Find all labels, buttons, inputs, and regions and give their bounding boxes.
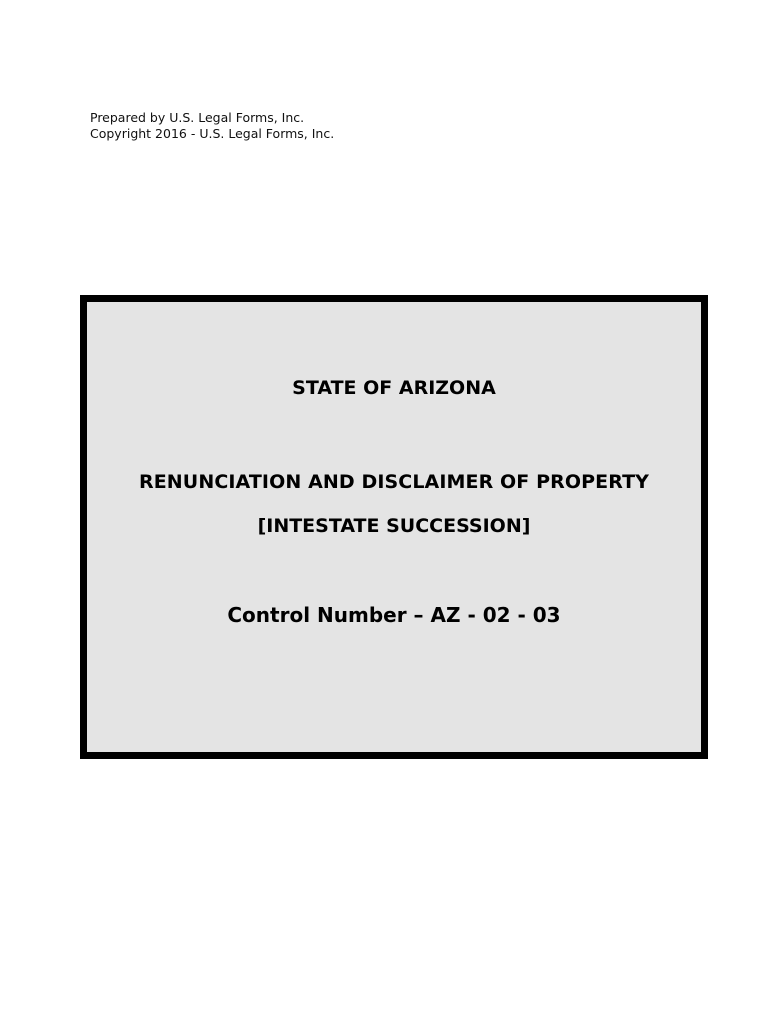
control-number: Control Number – AZ - 02 - 03 bbox=[227, 603, 561, 627]
preparer-notice bbox=[90, 110, 334, 142]
document-title: RENUNCIATION AND DISCLAIMER OF PROPERTY bbox=[138, 471, 649, 493]
state-title: STATE OF ARIZONA bbox=[292, 377, 496, 399]
document-subtitle: [INTESTATE SUCCESSION] bbox=[257, 515, 531, 537]
cover-title-box bbox=[80, 295, 708, 759]
copyright-line: Copyright 2016 - U.S. Legal Forms, Inc. bbox=[90, 126, 335, 141]
prepared-by-line: Prepared by U.S. Legal Forms, Inc. bbox=[90, 110, 305, 125]
